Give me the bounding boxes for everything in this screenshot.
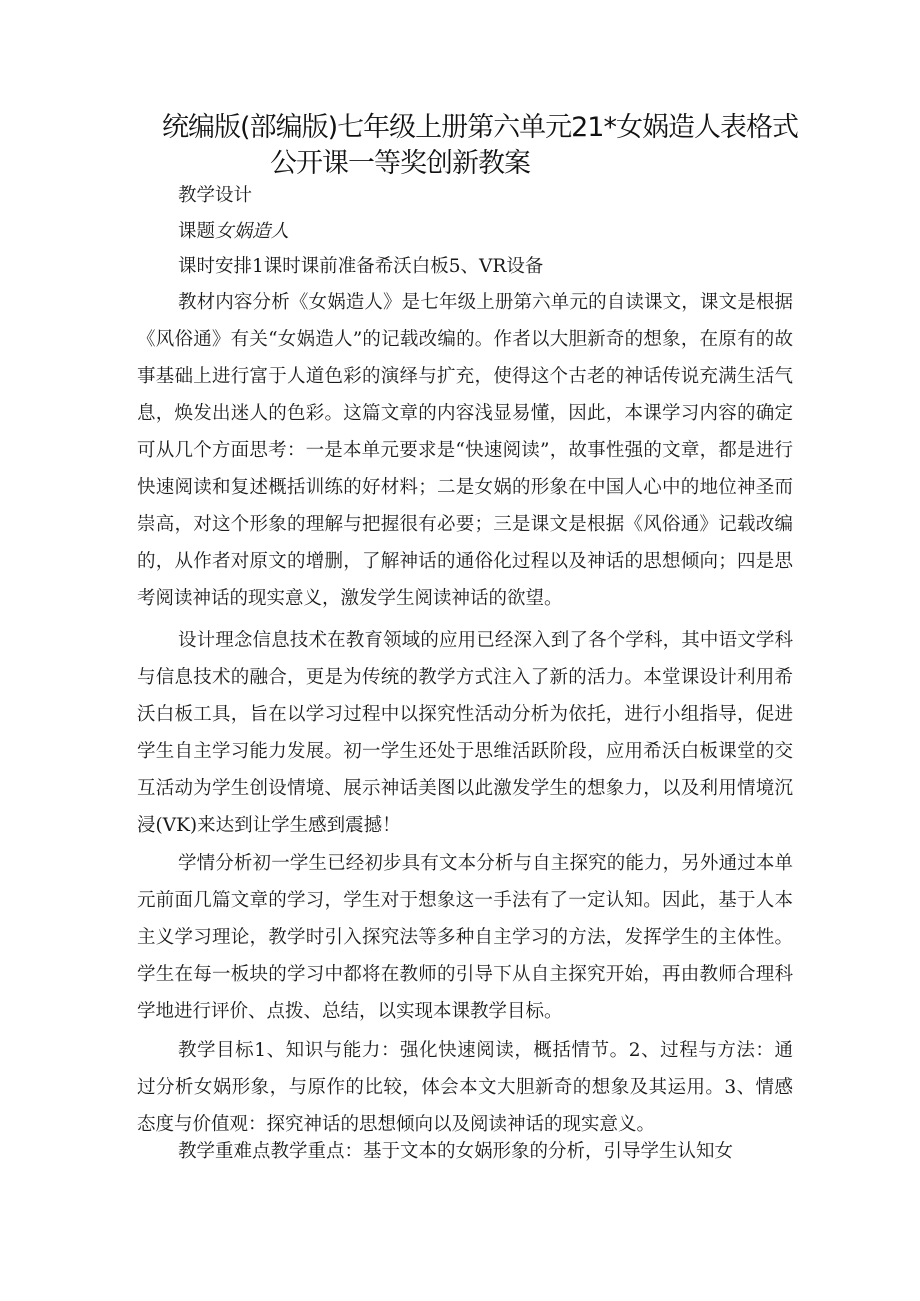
paragraph-teaching-goals: 教学目标1、知识与能力：强化快速阅读，概括情节。2、过程与方法：通过分析女娲形象，与原作的比较，体会本文大胆新奇的想象及其运用。3、情感态度与价值观：探究神话的思想倾向以及阅读神话的现实意义。 xyxy=(137,1040,793,1135)
section-heading: 教学设计 xyxy=(178,185,253,206)
paragraph-student-analysis: 学情分析初一学生已经初步具有文本分析与自主探究的能力，另外通过本单元前面几篇文章的学习，学生对于想象这一手法有了一定认知。因此，基于人本主义学习理论，教学时引入探究法等多种自主学习的方法，发挥学生的主体性。学生在每一板块的学习中都将在教师的引导下从自主探究开始，再由教师合理科学地进行评价、点拨、总结，以实现本课教学目标。 xyxy=(137,853,793,1022)
document-title-line-1: 统编版(部编版)七年级上册第六单元21*女娲造人表格式 xyxy=(162,112,798,143)
topic-value: 女娲造人 xyxy=(215,221,290,242)
document-title-line-2: 公开课一等奖创新教案 xyxy=(270,148,530,179)
paragraph-key-points: 教学重难点教学重点：基于文本的女娲形象的分析，引导学生认知女 xyxy=(178,1141,734,1162)
topic-line xyxy=(178,219,289,245)
paragraph-design-concept: 设计理念信息技术在教育领域的应用已经深入到了各个学科，其中语文学科与信息技术的融合，更是为传统的教学方式注入了新的活力。本堂课设计利用希沃白板工具，旨在以学习过程中以探究性活动分析为依托，进行小组指导，促进学生自主学习能力发展。初一学生还处于思维活跃阶段，应用希沃白板课堂的交互活动为学生创设情境、展示神话美图以此激发学生的想象力，以及利用情境沉浸(VK)来达到让学生感到震撼！ xyxy=(137,630,793,836)
schedule-line: 课时安排1课时课前准备希沃白板5、VR设备 xyxy=(178,256,544,277)
topic-label: 课题 xyxy=(178,221,216,242)
paragraph-material-analysis: 教材内容分析《女娲造人》是七年级上册第六单元的自读课文，课文是根据《风俗通》有关“女娲造人”的记载改编的。作者以大胆新奇的想象，在原有的故事基础上进行富于人道色彩的演绎与扩充，使得这个古老的神话传说充满生活气息，焕发出迷人的色彩。这篇文章的内容浅显易懂，因此，本课学习内容的确定可从几个方面思考：一是本单元要求是“快速阅读”，故事性强的文章，都是进行快速阅读和复述概括训练的好材料；二是女娲的形象在中国人心中的地位神圣而崇高，对这个形象的理解与把握很有必要；三是课文是根据《风俗通》记载改编的，从作者对原文的增删，了解神话的通俗化过程以及神话的思想倾向；四是思考阅读神话的现实意义，激发学生阅读神话的欲望。 xyxy=(137,292,793,609)
